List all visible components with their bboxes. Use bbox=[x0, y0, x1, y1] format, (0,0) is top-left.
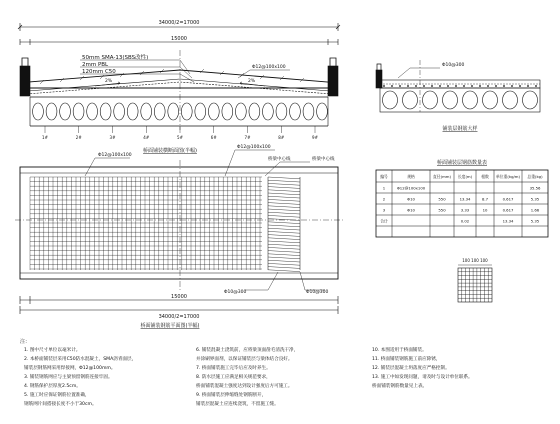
end-zone-bar bbox=[268, 254, 300, 256]
rebar-dot bbox=[495, 85, 497, 87]
mesh-detail-dimension: 100 100 100 bbox=[462, 258, 488, 263]
end-zone-bar bbox=[268, 199, 300, 201]
rebar-dot bbox=[471, 85, 473, 87]
hollow-core-cell bbox=[222, 103, 233, 120]
beam-label: 9# bbox=[312, 135, 318, 140]
notes-heading: 注： bbox=[20, 339, 31, 345]
plan-center-line-label-1: 桥梁中心线 bbox=[268, 157, 291, 162]
hollow-core-cell bbox=[235, 103, 246, 120]
beam-label: 5# bbox=[177, 135, 183, 140]
slope-left-label: 2% bbox=[105, 79, 113, 84]
end-zone-bar bbox=[268, 177, 300, 179]
end-zone-bar bbox=[268, 228, 300, 230]
layer-label-3: 120mm C50 bbox=[82, 69, 116, 75]
table-cell: 3 bbox=[382, 207, 386, 213]
rebar-dot bbox=[479, 85, 481, 87]
table-cell: 合计 bbox=[380, 218, 388, 224]
table-header-cell: 总重(kg) bbox=[527, 174, 543, 179]
hollow-core-cell bbox=[249, 103, 260, 120]
hollow-core-cell bbox=[195, 103, 206, 120]
hollow-core-cell bbox=[46, 103, 57, 120]
end-zone-bar bbox=[268, 251, 300, 253]
rebar-dot bbox=[511, 85, 513, 87]
detail-hollow-cell bbox=[483, 91, 498, 109]
rebar-dot bbox=[535, 85, 537, 87]
plan-callout-left: Φ10@300 bbox=[224, 290, 247, 295]
table-cell: 3.33 bbox=[460, 207, 470, 213]
hollow-core-cell bbox=[276, 103, 287, 120]
hollow-core-cell bbox=[154, 103, 165, 120]
hollow-core-cell bbox=[290, 103, 301, 120]
table-cell: 0.02 bbox=[460, 218, 470, 224]
rebar-dot bbox=[407, 85, 409, 87]
detail-hollow-cells bbox=[383, 85, 538, 109]
table-cell: Φ12@100x100 bbox=[396, 185, 426, 191]
plan-rebar-label-b: Φ12@100x100 bbox=[237, 145, 271, 150]
notes-column-2 bbox=[196, 346, 298, 407]
detail-hollow-cell bbox=[463, 91, 478, 109]
table-header-cell: 直径(mm) bbox=[433, 174, 451, 179]
hollow-core-cell bbox=[317, 103, 328, 120]
end-zone-bar bbox=[268, 231, 300, 233]
note-line: 1. 图中尺寸单位以毫米计。 bbox=[24, 348, 81, 353]
top-half-dimension: 15000 bbox=[171, 36, 187, 42]
beam-label: 6# bbox=[210, 135, 217, 140]
detail-rebar-label: Φ10@300 bbox=[442, 63, 465, 68]
layer-label-2: 2mm PBL bbox=[82, 62, 109, 68]
mesh-detail-border bbox=[458, 268, 492, 302]
end-zone-bar bbox=[268, 209, 300, 211]
beam-label: 8# bbox=[278, 135, 285, 140]
end-zone-bar bbox=[268, 241, 300, 243]
detail-hollow-cell bbox=[443, 91, 458, 109]
rebar-dot bbox=[487, 85, 489, 87]
plan-bottom-dimension-1: 15000 bbox=[171, 294, 187, 300]
hollow-core-cell bbox=[60, 103, 71, 120]
detail-hollow-cell bbox=[403, 91, 418, 109]
note-line: 12. 铺装层混凝土坍落度应严格控制。 bbox=[372, 366, 450, 371]
table-cell: 8.7 bbox=[481, 196, 489, 202]
plan-bottom-dimension-2: 34000/2=17000 bbox=[158, 314, 200, 320]
hollow-core-cell bbox=[181, 103, 192, 120]
detail-hollow-cell bbox=[423, 91, 438, 109]
table-cell: 1.66 bbox=[530, 207, 540, 213]
table-cell: 550 bbox=[438, 196, 446, 202]
hollow-core-cell bbox=[263, 103, 274, 120]
plan-title: 桥面铺装钢筋平面图(半幅) bbox=[140, 323, 200, 329]
end-zone-bar bbox=[268, 270, 300, 272]
end-zone-bar bbox=[268, 267, 300, 269]
rebar-dot bbox=[439, 85, 441, 87]
table-cell: 0.617 bbox=[502, 207, 514, 213]
rebar-dot bbox=[431, 85, 433, 87]
notes-column-1 bbox=[24, 346, 136, 407]
note-line: 11. 桥面铺装钢筋施工前应除锈， bbox=[372, 357, 441, 362]
rebar-dot bbox=[519, 85, 521, 87]
beam-label: 4# bbox=[143, 135, 150, 140]
hollow-core-cell bbox=[100, 103, 111, 120]
note-line: 2. 本桥面铺装层采用C50防水混凝土，SMA沥青面层， bbox=[24, 357, 137, 362]
table-cell: 35.56 bbox=[529, 185, 541, 191]
table-cell: 2 bbox=[382, 196, 386, 202]
table-cell: 1 bbox=[382, 185, 386, 191]
end-zone-bar bbox=[268, 193, 300, 195]
note-line: 8. 防水层施工应满足相关规范要求， bbox=[196, 375, 271, 380]
hollow-core-cell bbox=[73, 103, 84, 120]
table-cell: Φ10 bbox=[407, 207, 415, 213]
plan-rebar-label-a: Φ12@100x100 bbox=[98, 153, 132, 158]
end-zone-bar bbox=[268, 180, 300, 182]
plan-callout-right: Φ10@300 bbox=[306, 290, 329, 295]
mesh-detail-grid bbox=[458, 268, 492, 302]
rebar-dot bbox=[527, 85, 529, 87]
rebar-dot bbox=[447, 85, 449, 87]
table-title: 桥面铺装层钢筋数量表 bbox=[436, 160, 488, 166]
end-zone-bar bbox=[268, 260, 300, 262]
note-line: 并涂刷界面剂，以保证铺装层与梁体结合良好。 bbox=[196, 357, 293, 362]
top-rebar-label: Φ12@100x100 bbox=[252, 65, 286, 70]
slope-right-label: 2% bbox=[248, 79, 256, 84]
end-zone-bar bbox=[268, 225, 300, 227]
end-zone-rebars bbox=[268, 177, 300, 272]
notes-column-3 bbox=[372, 346, 473, 389]
rebar-dot bbox=[503, 85, 505, 87]
detail-hollow-cell bbox=[503, 91, 518, 109]
hollow-core-cell bbox=[33, 103, 44, 120]
rebar-quantity-table bbox=[376, 170, 548, 237]
rebar-dot bbox=[423, 85, 425, 87]
hollow-core-cell bbox=[87, 103, 98, 120]
note-line: 10. 本图适用于桥面铺装。 bbox=[372, 348, 427, 353]
table-header-cell: 编号 bbox=[380, 174, 388, 179]
end-zone-bar bbox=[268, 238, 300, 240]
beam-label: 1# bbox=[42, 135, 48, 140]
end-zone-bar bbox=[268, 183, 300, 185]
note-line: 铺装层混凝土应连续浇筑，不留施工缝。 bbox=[196, 402, 279, 407]
note-line: 9. 桥面铺装层伸缩缝处钢筋断开， bbox=[196, 393, 267, 398]
rebar-mesh-grid bbox=[30, 177, 262, 270]
note-line: 13. 施工中如发现问题，请及时与设计单位联系。 bbox=[372, 375, 473, 380]
plan-center-line-label-2: 桥梁中心线 bbox=[312, 157, 335, 162]
hollow-core-cell bbox=[168, 103, 179, 120]
note-line: 桥面铺装钢筋数量见上表。 bbox=[372, 384, 428, 389]
rebar-dot bbox=[391, 85, 393, 87]
note-line: 7. 桥面铺装施工完毕后应及时养生。 bbox=[196, 366, 271, 371]
table-cell: Φ10 bbox=[407, 196, 415, 202]
table-header-cell: 长度(m) bbox=[457, 174, 473, 179]
note-line: 6. 铺装混凝土浇筑前，应将梁顶面凿毛清洗干净， bbox=[196, 348, 299, 353]
top-overall-dimension: 34000/2=17000 bbox=[158, 20, 200, 26]
end-zone-bar bbox=[268, 206, 300, 208]
hollow-core-cell bbox=[127, 103, 138, 120]
table-cell: 5.35 bbox=[530, 196, 540, 202]
note-line: 5. 施工时应保证钢筋位置准确， bbox=[24, 393, 90, 398]
note-line: 4. 钢筋保护层厚度2.5cm。 bbox=[24, 384, 81, 389]
rebar-dot bbox=[415, 85, 417, 87]
layer-label-1: 50mm SMA-13(SBS改性) bbox=[82, 55, 149, 61]
table-cell: 13.34 bbox=[459, 196, 471, 202]
hollow-core-cell bbox=[114, 103, 125, 120]
rebar-dot bbox=[455, 85, 457, 87]
beam-labels bbox=[42, 126, 319, 140]
rebar-dot bbox=[383, 85, 385, 87]
hollow-core-cell bbox=[141, 103, 152, 120]
hollow-core-cell bbox=[208, 103, 219, 120]
end-zone-bar bbox=[268, 235, 300, 237]
end-zone-bar bbox=[268, 244, 300, 246]
note-line: 3. 铺装钢筋网应与主梁预留钢筋连接牢固。 bbox=[24, 375, 113, 380]
table-header-cell: 根数 bbox=[481, 174, 489, 179]
end-zone-bar bbox=[268, 203, 300, 205]
end-zone-bar bbox=[268, 196, 300, 198]
beam-label: 2# bbox=[75, 135, 82, 140]
end-zone-bar bbox=[268, 222, 300, 224]
rebar-plan-view bbox=[15, 150, 345, 314]
hollow-core-cell bbox=[303, 103, 314, 120]
note-line: 桥面铺装混凝土强度达到设计强度后方可施工。 bbox=[196, 384, 293, 389]
end-zone-bar bbox=[268, 190, 300, 192]
beam-label: 7# bbox=[244, 135, 251, 140]
detail-title: 铺装层钢筋大样 bbox=[442, 126, 478, 132]
table-cell: 13.34 bbox=[502, 218, 514, 224]
end-zone-bar bbox=[268, 263, 300, 265]
table-cell: 5.35 bbox=[530, 218, 540, 224]
beam-label: 3# bbox=[109, 135, 116, 140]
table-header-cell: 单位重(kg/m) bbox=[496, 174, 520, 179]
table-cell: 550 bbox=[438, 207, 446, 213]
note-line: 钢筋网片间搭接长度不小于30cm。 bbox=[24, 402, 97, 407]
end-zone-bar bbox=[268, 247, 300, 249]
cross-section-title: 桥面铺装横断面图(半幅) bbox=[143, 148, 197, 154]
end-zone-bar bbox=[268, 215, 300, 217]
table-cell: 10 bbox=[482, 207, 488, 213]
end-zone-bar bbox=[268, 187, 300, 189]
note-line: 铺装层钢筋网采用焊接网，Φ12@100mm。 bbox=[24, 366, 116, 371]
end-zone-bar bbox=[268, 257, 300, 259]
rebar-dot bbox=[463, 85, 465, 87]
detail-hollow-cell bbox=[383, 91, 398, 109]
table-cell: 0.617 bbox=[502, 196, 514, 202]
end-zone-bar bbox=[268, 212, 300, 214]
detail-hollow-cell bbox=[523, 91, 538, 109]
rebar-dot bbox=[399, 85, 401, 87]
table-header-cell: 规格 bbox=[407, 174, 415, 179]
